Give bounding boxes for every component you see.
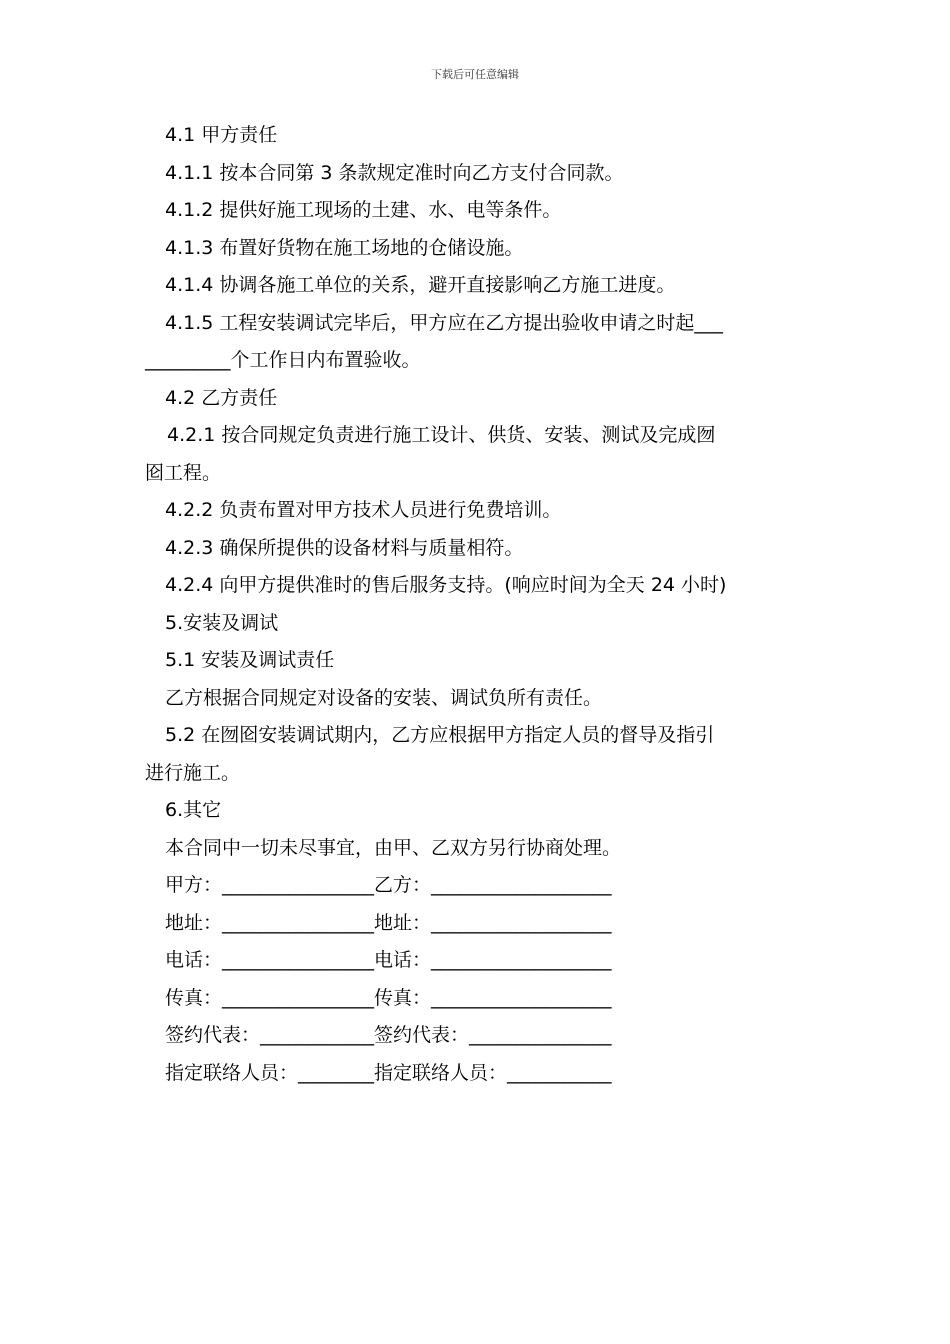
contract-body [145,117,815,1092]
clause-4-1-3: 4.1.3 布置好货物在施工场地的仓储设施。 [165,236,524,259]
clause-5-2: 5.2 在囫囵安装调试期内，乙方应根据甲方指定人员的督导及指引 [165,724,715,746]
clause-5-1-text: 乙方根据合同规定对设备的安装、调试负所有责任。 [165,686,603,709]
signature-contact-line: 指定联络人员：________指定联络人员：___________ [165,1061,612,1084]
section-heading-5: 5.安装及调试 [165,611,279,634]
clause-4-1-4: 4.1.4 协调各施工单位的关系，避开直接影响乙方施工进度。 [165,274,676,296]
clause-4-1-2: 4.1.2 提供好施工现场的土建、水、电等条件。 [165,199,562,221]
signature-address-line: 地址：________________地址：___________________ [165,911,612,934]
clause-6-text: 本合同中一切未尽事宜，由甲、乙双方另行协商处理。 [165,836,622,859]
section-heading-4-2: 4.2 乙方责任 [165,386,278,409]
section-heading-5-1: 5.1 安装及调试责任 [165,649,335,671]
clause-4-2-1-continued: 囵工程。 [145,461,222,484]
signature-phone-line: 电话：________________电话：___________________ [165,949,612,971]
signature-representative-line: 签约代表：____________签约代表：_______________ [165,1024,612,1046]
clause-4-2-1: 4.2.1 按合同规定负责进行施工设计、供货、安装、测试及完成囫 [167,424,716,446]
clause-4-2-3: 4.2.3 确保所提供的设备材料与质量相符。 [165,536,524,559]
clause-4-1-5-continued: _________个工作日内布置验收。 [145,349,421,371]
clause-4-2-2: 4.2.2 负责布置对甲方技术人员进行免费培训。 [165,499,562,521]
section-heading-6: 6.其它 [165,799,222,821]
clause-4-2-4: 4.2.4 向甲方提供准时的售后服务支持。(响应时间为全天 24 小时) [165,574,727,596]
clause-4-1-5: 4.1.5 工程安装调试完毕后，甲方应在乙方提出验收申请之时起___ [165,311,723,334]
clause-5-2-continued: 进行施工。 [145,761,241,784]
clause-4-1-1: 4.1.1 按本合同第 3 条款规定准时向乙方支付合同款。 [165,161,624,184]
signature-party-line: 甲方：________________乙方：___________________ [165,874,612,896]
section-heading-4-1: 4.1 甲方责任 [165,124,278,146]
page-header: 下载后可任意编辑 [431,68,519,81]
signature-fax-line: 传真：________________传真：___________________ [165,986,612,1009]
